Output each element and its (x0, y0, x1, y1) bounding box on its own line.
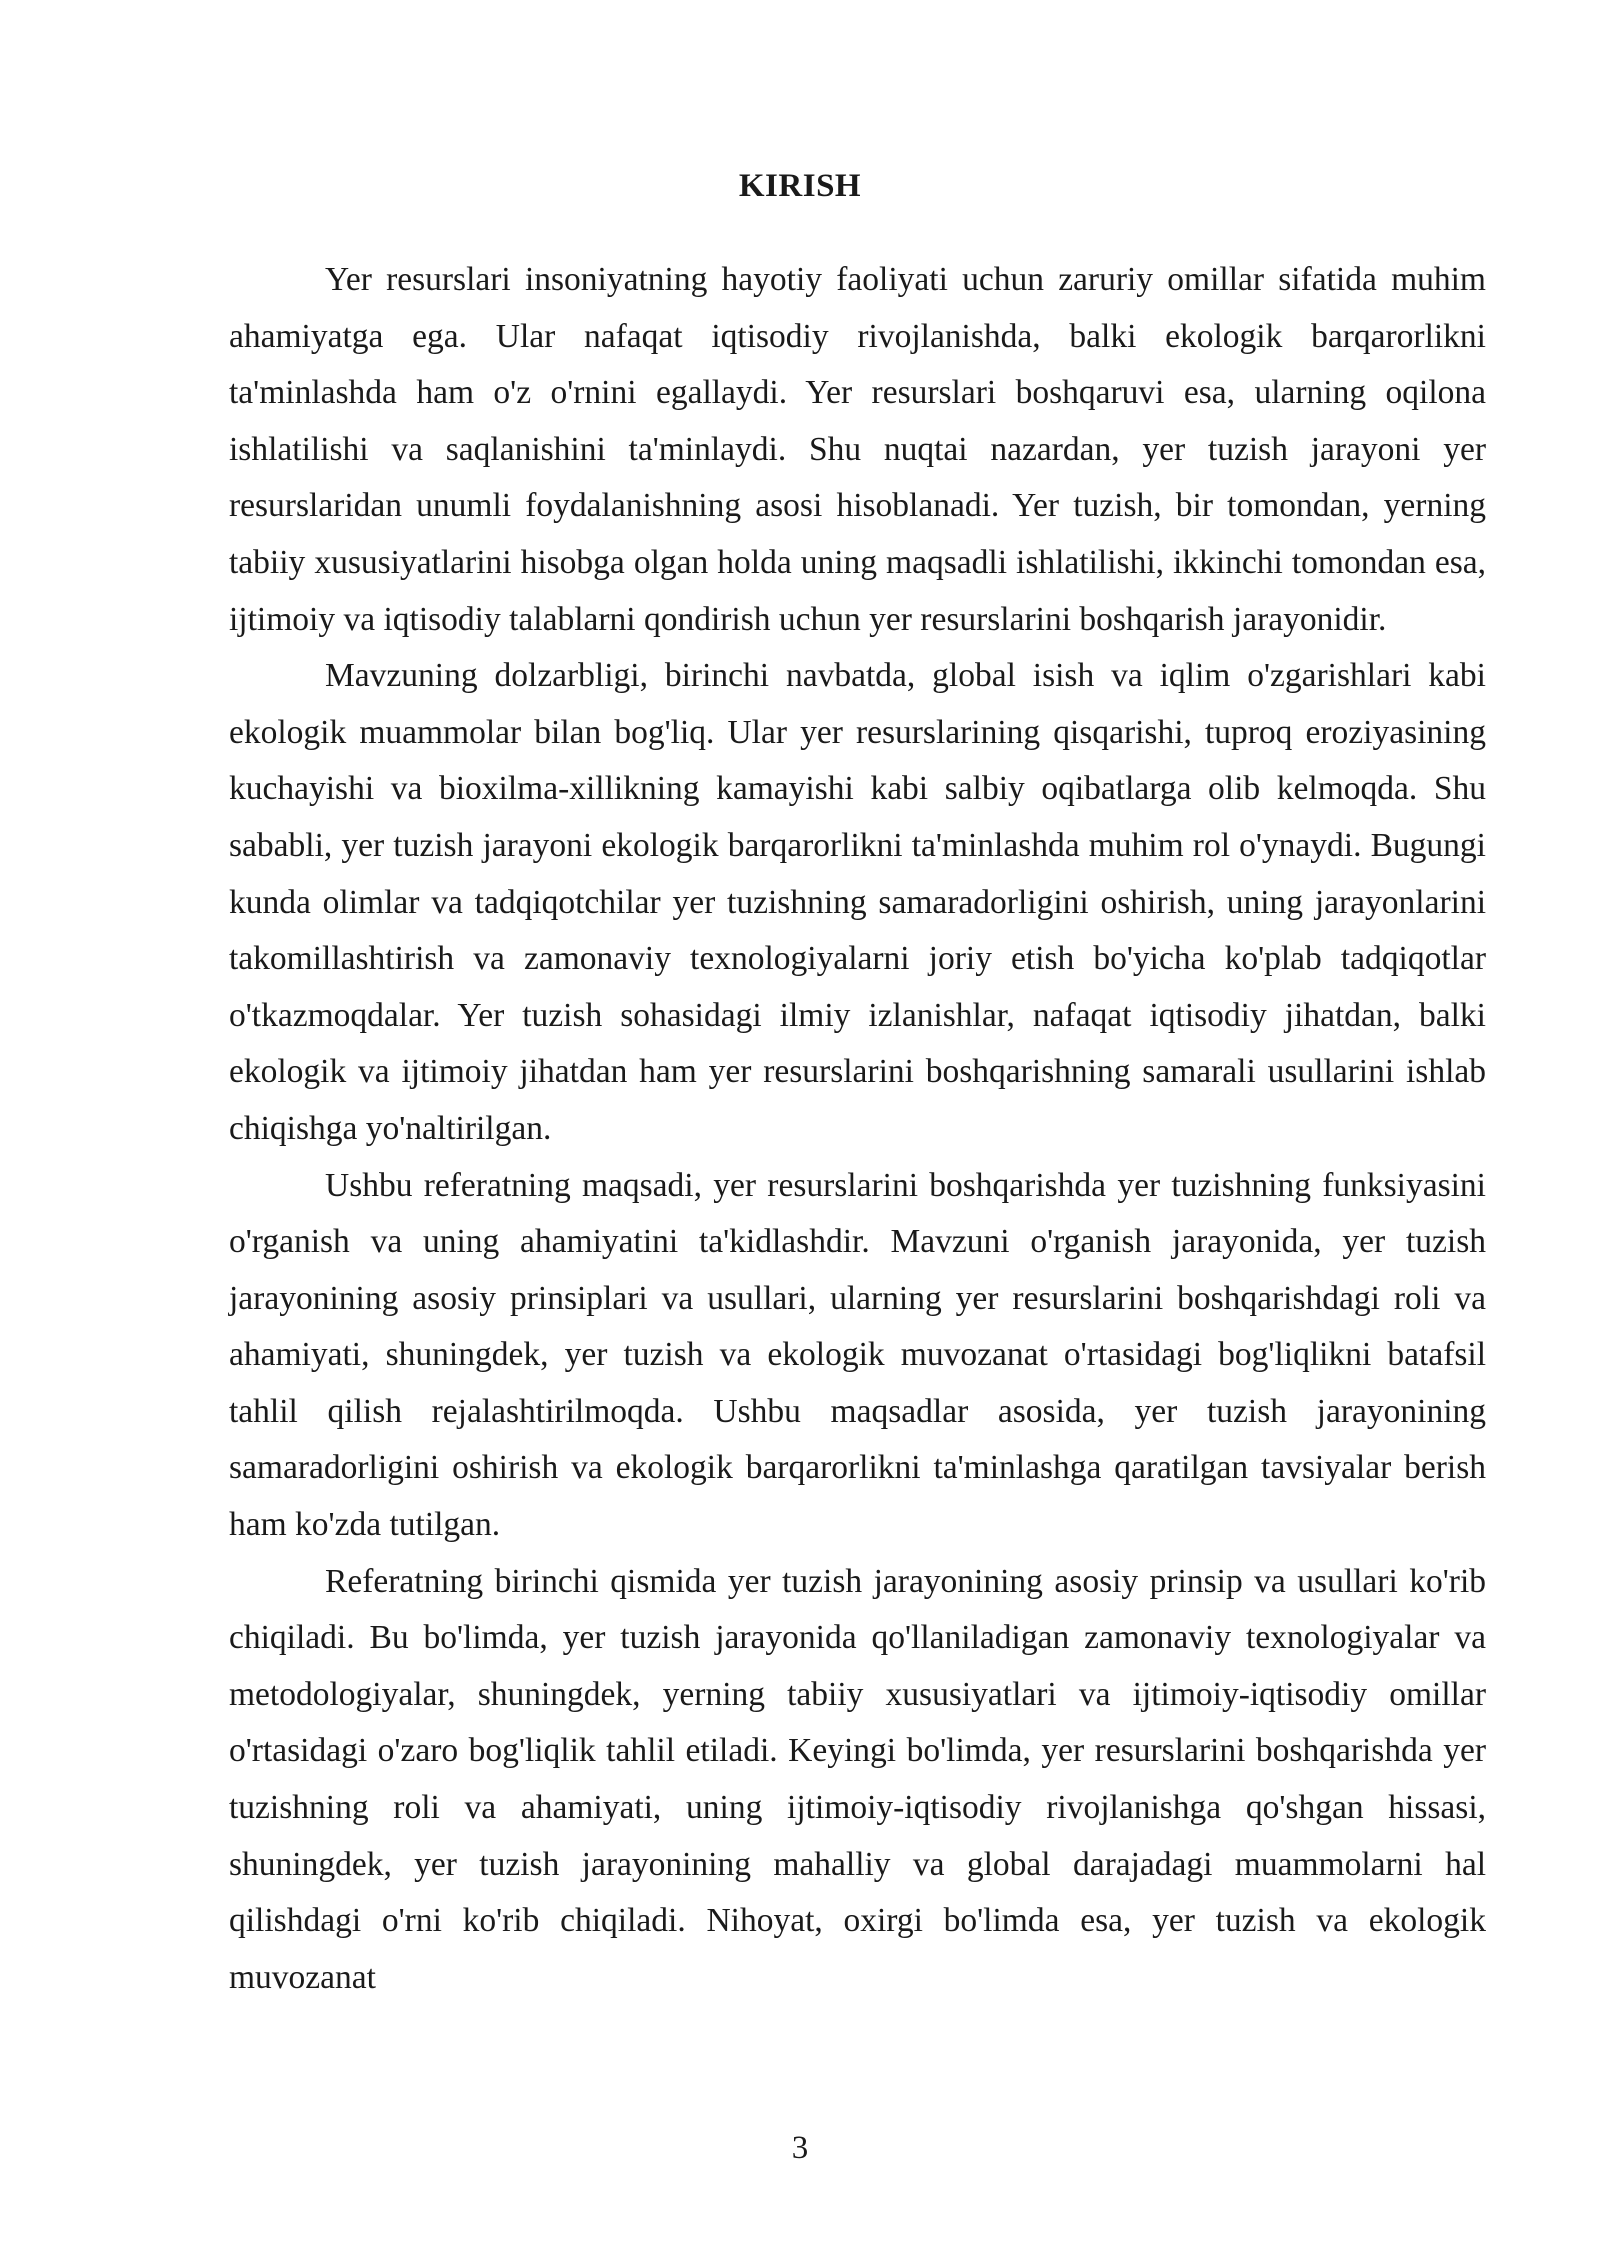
paragraph-structure: Referatning birinchi qismida yer tuzish jarayonining asosiy prinsip va usullari ko'rib chiqiladi. Bu bo'limda, yer tuzish jarayonida qo'llaniladigan zamonaviy texnologiyalar va metodologiyalar, shuningdek, yerning tabiiy xususiyatlari va ijtimoiy-iqtisodiy omillar o'rtasidagi o'zaro bog'liqlik tahlil etiladi. Keyingi bo'limda, yer resurslarini boshqarishda yer tuzishning roli va ahamiyati, uning ijtimoiy-iqtisodiy rivojlanishga qo'shgan hissasi, shuningdek, yer tuzish jarayonining mahalliy va global darajadagi muammolarni hal qilishdagi o'rni ko'rib chiqiladi. Nihoyat, oxirgi bo'limda esa, yer tuzish va ekologik muvozanat (229, 1562, 1486, 1996)
page-number: 3 (791, 2130, 809, 2166)
paragraph-relevance: Mavzuning dolzarbligi, birinchi navbatda, global isish va iqlim o'zgarishlari kabi ekologik muammolar bilan bog'liq. Ular yer resurslarining qisqarishi, tuproq eroziyasining kuchayishi va bioxilma-xillikning kamayishi kabi salbiy oqibatlarga olib kelmoqda. Shu sababli, yer tuzish jarayoni ekologik barqarorlikni ta'minlashda muhim rol o'ynaydi. Bugungi kunda olimlar va tadqiqotchilar yer tuzishning samaradorligini oshirish, uning jarayonlarini takomillashtirish va zamonaviy texnologiyalarni joriy etish bo'yicha ko'plab tadqiqotlar o'tkazmoqdalar. Yer tuzish sohasidagi ilmiy izlanishlar, nafaqat iqtisodiy jihatdan, balki ekologik va ijtimoiy jihatdan ham yer resurslarini boshqarishning samarali usullarini ishlab chiqishga yo'naltirilgan. (229, 657, 1486, 1147)
paragraph-aim: Ushbu referatning maqsadi, yer resurslarini boshqarishda yer tuzishning funksiyasini o'rganish va uning ahamiyatini ta'kidlashdir. Mavzuni o'rganish jarayonida, yer tuzish jarayonining asosiy prinsiplari va usullari, ularning yer resurslarini boshqarishdagi roli va ahamiyati, shuningdek, yer tuzish va ekologik muvozanat o'rtasidagi bog'liqlikni batafsil tahlil qilish rejalashtirilmoqda. Ushbu maqsadlar asosida, yer tuzish jarayonining samaradorligini oshirish va ekologik barqarorlikni ta'minlashga qaratilgan tavsiyalar berish ham ko'zda tutilgan. (229, 1166, 1486, 1544)
body-text (229, 252, 1486, 2006)
paragraph-intro: Yer resurslari insoniyatning hayotiy faoliyati uchun zaruriy omillar sifatida muhim ahamiyatga ega. Ular nafaqat iqtisodiy rivojlanishda, balki ekologik barqarorlikni ta'minlashda ham o'z o'rnini egallaydi. Yer resurslari boshqaruvi esa, ularning oqilona ishlatilishi va saqlanishini ta'minlaydi. Shu nuqtai nazardan, yer tuzish jarayoni yer resurslaridan unumli foydalanishning asosi hisoblanadi. Yer tuzish, bir tomondan, yerning tabiiy xususiyatlarini hisobga olgan holda uning maqsadli ishlatilishi, ikkinchi tomondan esa, ijtimoiy va iqtisodiy talablarni qondirish uchun yer resurslarini boshqarish jarayonidir. (229, 261, 1486, 638)
section-title: KIRISH (738, 168, 862, 204)
